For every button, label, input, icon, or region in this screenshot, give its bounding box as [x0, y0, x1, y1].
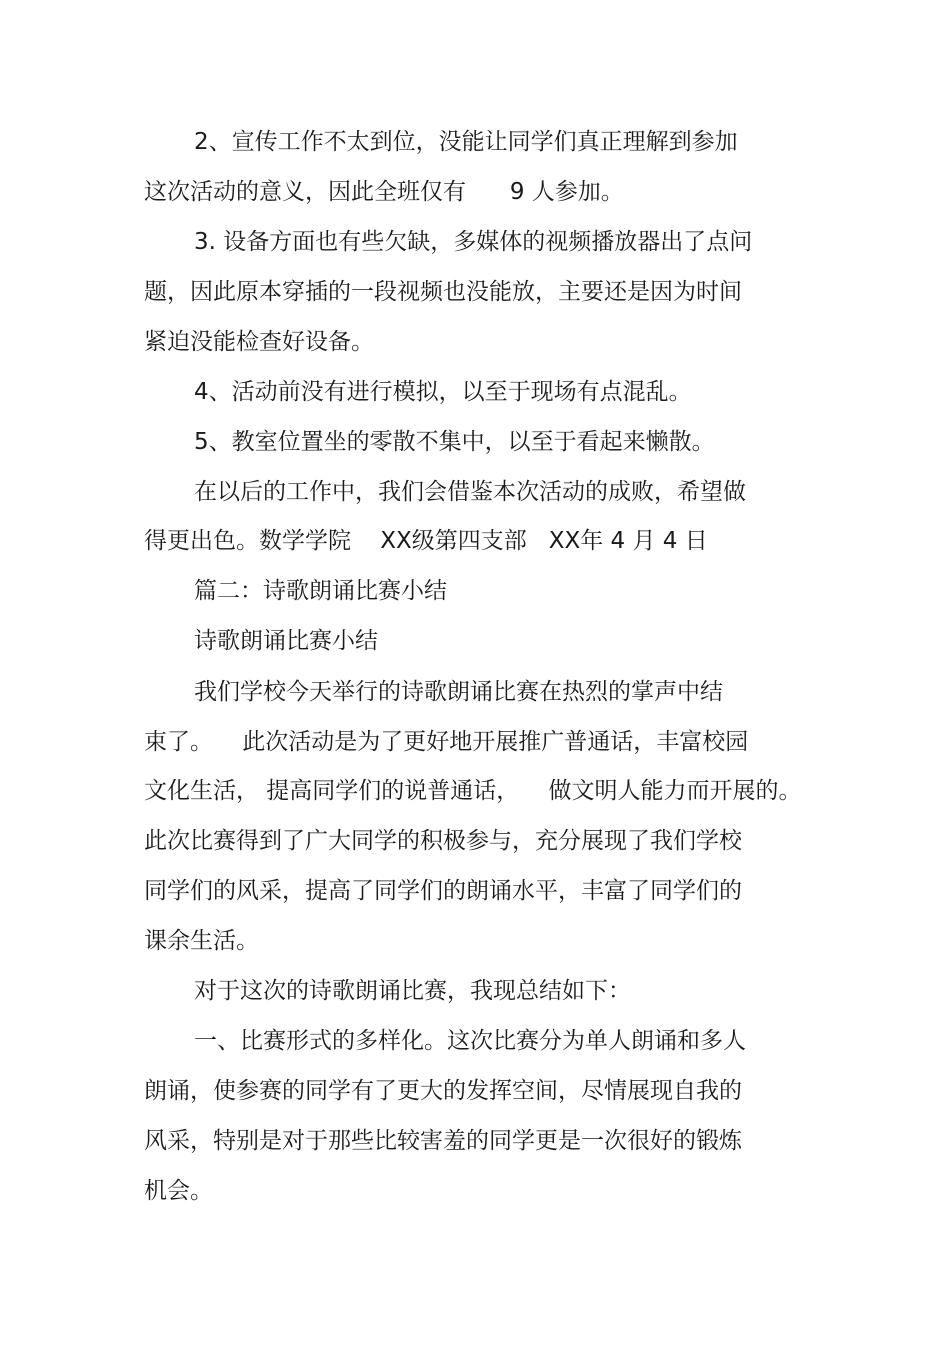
text-line: 课余生活。 — [144, 928, 259, 954]
text-line: 5、教室位置坐的零散不集中，以至于看起来懒散。 — [194, 429, 715, 455]
text-line: 4、活动前没有进行模拟，以至于现场有点混乱。 — [194, 379, 692, 405]
text-line: 朗诵，使参赛的同学有了更大的发挥空间，尽情展现自我的 — [144, 1078, 742, 1104]
text-line: 题，因此原本穿插的一段视频也没能放，主要还是因为时间 — [144, 279, 742, 305]
text-line: 同学们的风采，提高了同学们的朗诵水平，丰富了同学们的 — [144, 878, 742, 904]
text-line: 在以后的工作中，我们会借鉴本次活动的成败，希望做 — [194, 479, 746, 505]
text-line: 我们学校今天举行的诗歌朗诵比赛在热烈的掌声中结 — [194, 679, 723, 705]
text-line: 风采，特别是对于那些比较害羞的同学更是一次很好的锻炼 — [144, 1128, 742, 1154]
text-line: 对于这次的诗歌朗诵比赛，我现总结如下： — [194, 978, 631, 1004]
text-line: 紧迫没能检查好设备。 — [144, 329, 374, 355]
section-heading: 篇二：诗歌朗诵比赛小结 — [194, 578, 447, 604]
text-line: 机会。 — [144, 1178, 213, 1204]
text-line: 一、比赛形式的多样化。这次比赛分为单人朗诵和多人 — [194, 1028, 746, 1054]
text-line: 这次活动的意义，因此全班仅有 9 人参加。 — [144, 179, 624, 205]
text-line: 得更出色。数学学院 XX级第四支部 XX年 4 月 4 日 — [144, 528, 708, 554]
text-line: 束了。 此次活动是为了更好地开展推广普通话，丰富校园 — [144, 729, 749, 755]
text-line: 此次比赛得到了广大同学的积极参与，充分展现了我们学校 — [144, 828, 742, 854]
text-line: 3. 设备方面也有些欠缺，多媒体的视频播放器出了点问 — [194, 229, 753, 255]
article-title: 诗歌朗诵比赛小结 — [194, 628, 378, 654]
text-line: 文化生活， 提高同学们的说普通话， 做文明人能力而开展的。 — [144, 778, 802, 804]
text-line: 2、宣传工作不太到位，没能让同学们真正理解到参加 — [194, 129, 738, 155]
